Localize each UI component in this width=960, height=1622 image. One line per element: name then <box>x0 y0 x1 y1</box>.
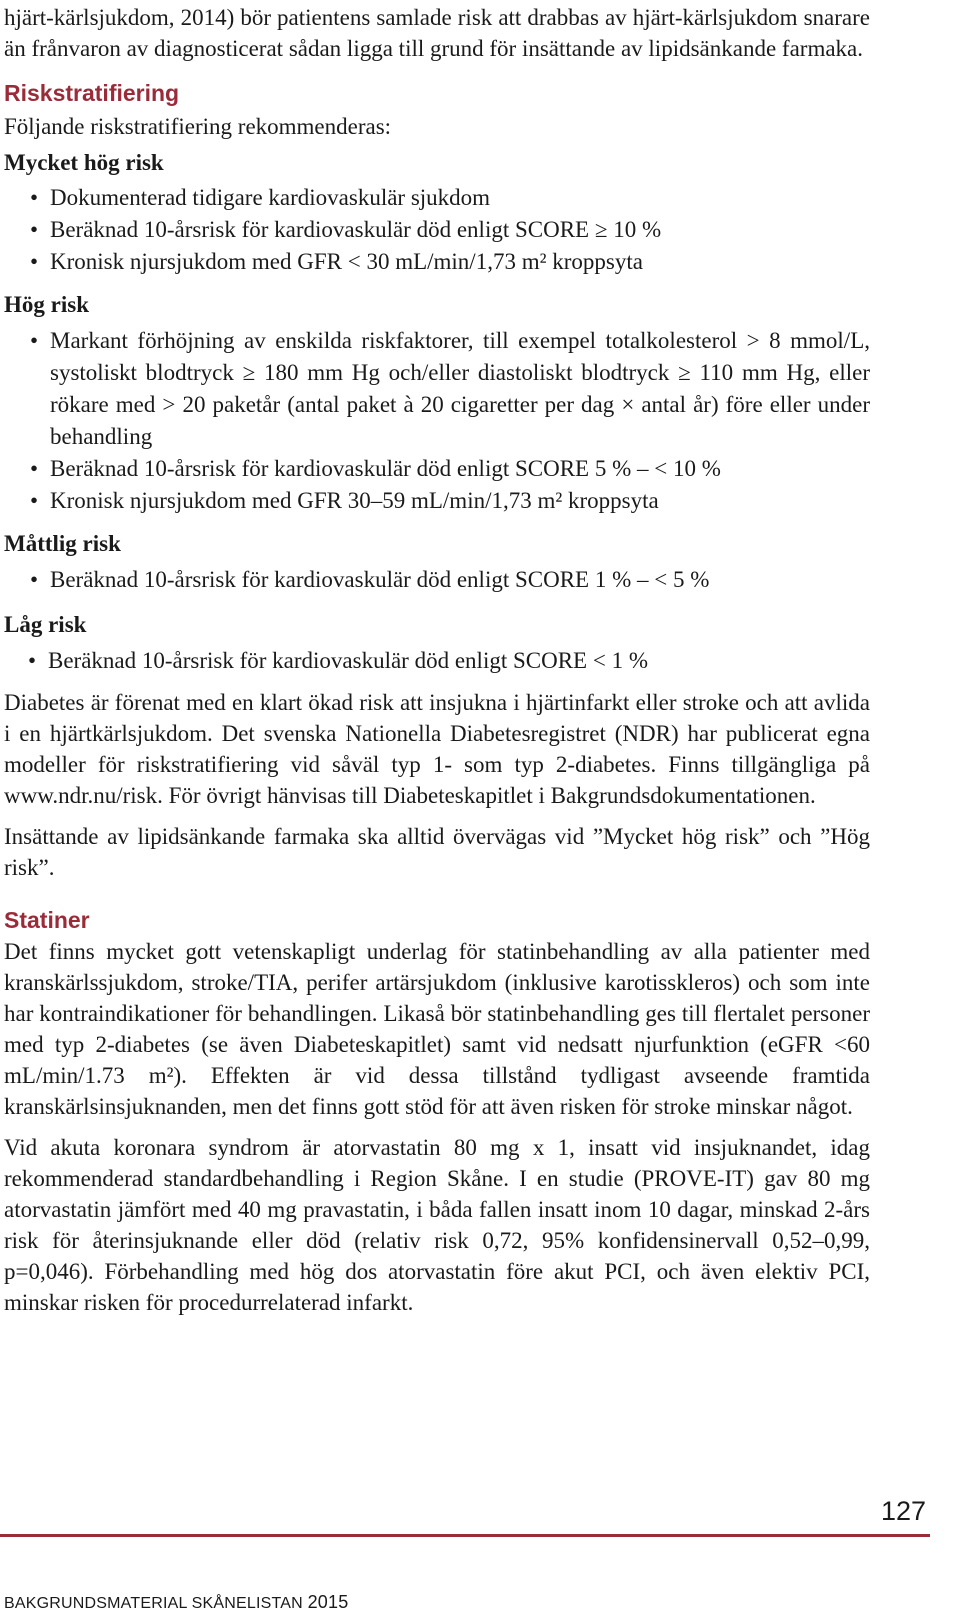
bullet-icon: • <box>28 648 37 673</box>
bullet-icon: • <box>30 217 39 242</box>
risk-list-low <box>4 645 870 677</box>
running-footer-title: BAKGRUNDSMATERIAL SKÅNELISTAN <box>4 1595 303 1612</box>
list-item: • Beräknad 10-årsrisk för kardiovaskulär död enligt SCORE ≥ 10 % <box>4 214 870 246</box>
bullet-icon: • <box>30 249 39 274</box>
bullet-icon: • <box>30 488 39 513</box>
list-item: • Kronisk njursjukdom med GFR 30–59 mL/min/1,73 m² kroppsyta <box>4 485 870 517</box>
intro-paragraph: hjärt-kärlsjukdom, 2014) bör patientens samlade risk att drabbas av hjärt-kärlsjukdom snarare än frånvaron av diagnosticerat sådan ligga till grund för insättande av lipidsänkande farmaka. <box>4 5 870 61</box>
statiner-paragraph-2: Vid akuta koronara syndrom är atorvastatin 80 mg x 1, insatt vid insjuknandet, idag rekommenderad standardbehandling i Region Skåne. I en studie (PROVE-IT) gav 80 mg atorvastatin jämfört med 40 mg pravastatin, i båda fallen insatt inom 10 dagar, minskad 2-års risk för återinsjuknande eller död (relativ risk 0,72, 95% konfidensinervall 0,52–0,99, p=0,046). Förbehandling med hög dos atorvastatin före akut PCI, och även elektiv PCI, minskar risken för procedurrelaterad infarkt. <box>4 1135 870 1315</box>
risk-level-very-high-title: Mycket hög risk <box>4 150 164 175</box>
list-item: • Dokumenterad tidigare kardiovaskulär sjukdom <box>4 182 870 214</box>
list-item: • Beräknad 10-årsrisk för kardiovaskulär död enligt SCORE 5 % – < 10 % <box>4 453 870 485</box>
list-item: • Markant förhöjning av enskilda riskfaktorer, till exempel totalkolesterol > 8 mmol/L, systoliskt blodtryck ≥ 180 mm Hg och/eller diastoliskt blodtryck ≥ 110 mm Hg, eller rökare med > 20 paketår (antal paket à 20 cigaretter per dag × antal år) före eller under behandling <box>4 325 870 453</box>
section-heading-statiner: Statiner <box>4 907 90 933</box>
risk-list-very-high <box>4 182 870 278</box>
risk-level-moderate-title: Måttlig risk <box>4 531 121 556</box>
bullet-icon: • <box>30 185 39 210</box>
page-number: 127 <box>880 1496 926 1526</box>
running-footer-year: 2015 <box>307 1592 349 1612</box>
footer-rule <box>0 1534 930 1537</box>
diabetes-paragraph: Diabetes är förenat med en klart ökad risk att insjukna i hjärtinfarkt eller stroke och att avlida i en hjärtkärlsjukdom. Det svenska Nationella Diabetesregistret (NDR) har publicerat egna modeller för riskstratifiering vid såväl typ 1- som typ 2-diabetes. Finns tillgängliga på www.ndr.nu/risk. För övrigt hänvisas till Diabeteskapitlet i Bakgrundsdokumentationen. <box>4 690 870 808</box>
statiner-paragraph-1: Det finns mycket gott vetenskapligt underlag för statinbehandling av alla patienter med kranskärlssjukdom, stroke/TIA, perifer artärsjukdom (inklusive karotisskleros) och som inte har kontraindikationer för behandlingen. Likaså bör statinbehandling ges till flertalet personer med typ 2-diabetes (se även Diabeteskapitlet) samt vid nedsatt njurfunktion (eGFR <60 mL/min/1.73 m²). Effekten är vid dessa tillstånd tydligast avseende framtida kranskärlsinsjuknanden, men det finns gott stöd för att även risken för stroke minskar något. <box>4 939 870 1119</box>
bullet-icon: • <box>30 456 39 481</box>
list-item: • Kronisk njursjukdom med GFR < 30 mL/min/1,73 m² kroppsyta <box>4 246 870 278</box>
running-footer <box>4 1592 348 1613</box>
risk-lead: Följande riskstratifiering rekommenderas: <box>4 114 392 139</box>
risk-level-high-title: Hög risk <box>4 292 89 317</box>
list-item: • Beräknad 10-årsrisk för kardiovaskulär död enligt SCORE < 1 % <box>4 645 870 677</box>
list-item: • Beräknad 10-årsrisk för kardiovaskulär död enligt SCORE 1 % – < 5 % <box>4 564 870 596</box>
lipid-consider-paragraph: Insättande av lipidsänkande farmaka ska alltid övervägas vid ”Mycket hög risk” och ”Hög risk”. <box>4 824 870 880</box>
section-heading-riskstratifiering: Riskstratifiering <box>4 80 180 106</box>
bullet-icon: • <box>30 328 39 353</box>
document-page <box>4 0 870 1318</box>
risk-level-low-title: Låg risk <box>4 612 87 637</box>
bullet-icon: • <box>30 567 39 592</box>
risk-list-high <box>4 325 870 517</box>
risk-list-moderate <box>4 564 870 596</box>
